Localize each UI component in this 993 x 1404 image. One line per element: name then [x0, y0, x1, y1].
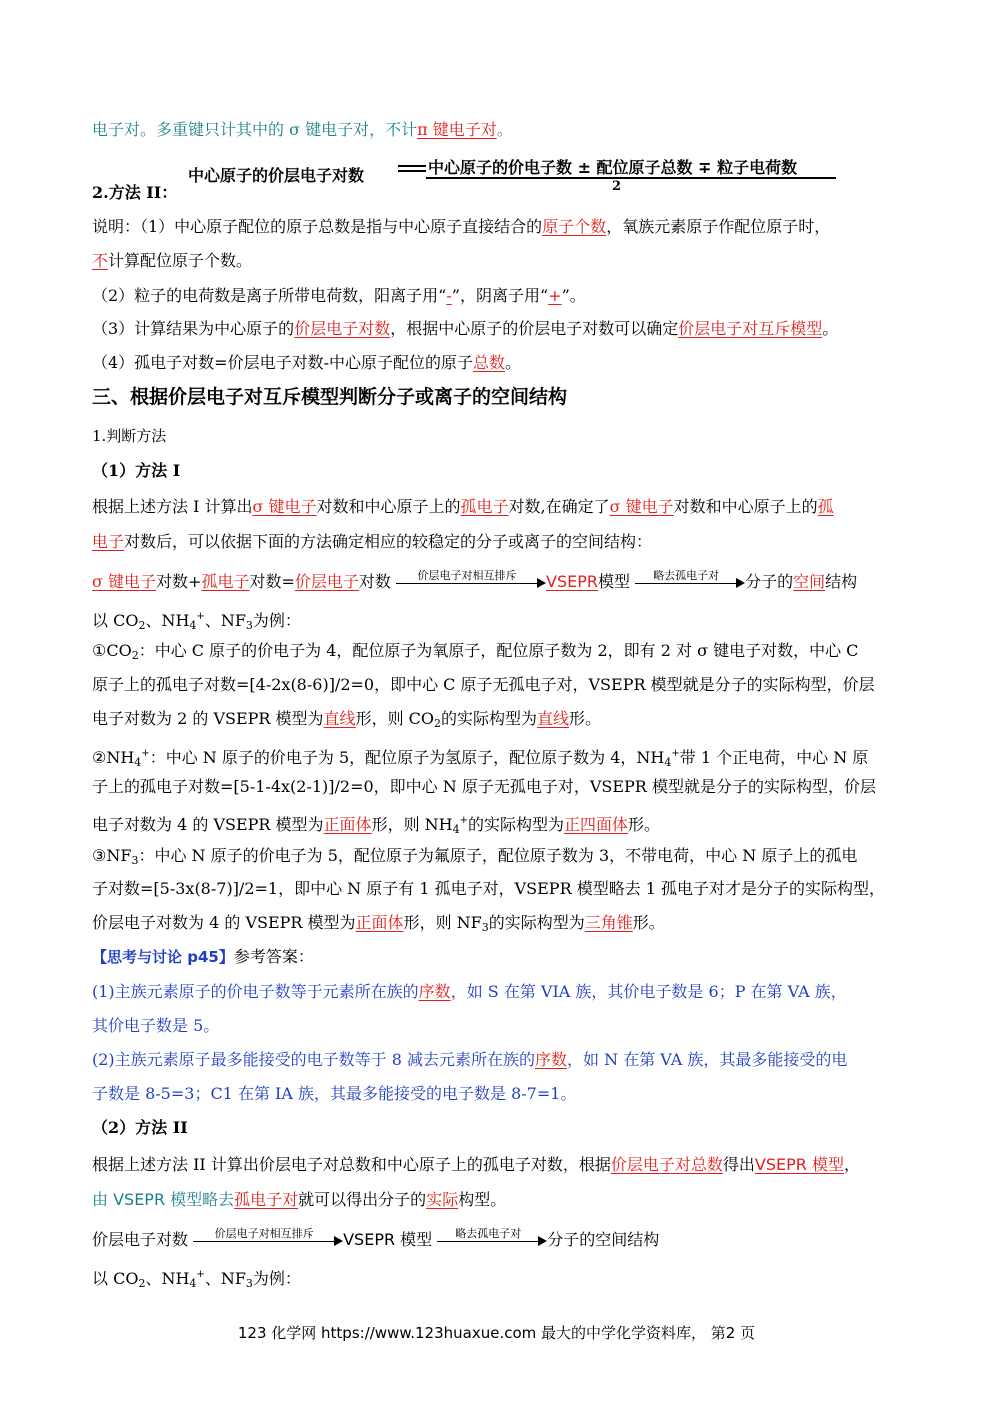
text: ”，阴离子用“ — [451, 286, 549, 305]
example-intro-2: 以 $CO_2$、$NH_4^+$、$NF_3$为例： — [92, 1269, 301, 1290]
highlight-text: 正面体 — [323, 815, 372, 834]
section-heading: 三、根据价层电子对互斥模型判断分子或离子的空间结构 — [92, 386, 568, 408]
formula-denominator: 2 — [612, 179, 622, 194]
highlight-text: 序数 — [535, 1050, 568, 1069]
paragraph-line — [92, 119, 907, 141]
text: 。 — [505, 353, 522, 372]
highlight-text: VSEPR — [546, 572, 598, 591]
nf3-line-2: 子对数=[5-3x(8-7)]/2=1，即中心 N 原子有 1 孤电子对，VSEPR 模型略去 1 孤电子对才是分子的实际构型， — [92, 879, 886, 898]
highlight-text: π 键电子对 — [417, 120, 497, 139]
text: 对数 — [358, 572, 391, 591]
nh4-line-3: 电子对数为 4 的 VSEPR 模型为正面体形，则 $NH_4^+$的实际构型为正四面体形。 — [92, 815, 661, 836]
highlight-text: 孤电子对 — [234, 1190, 299, 1209]
equals-sign — [398, 165, 426, 172]
judge-heading: 1.判断方法 — [92, 427, 167, 445]
paragraph-2: 根据上述方法 II 计算出价层电子对总数和中心原子上的孤电子对数，根据价层电子对总数得出VSEPR 模型， — [92, 1155, 860, 1174]
text: ”。 — [561, 286, 586, 305]
text: 。 — [822, 319, 839, 338]
formula-lhs: 中心原子的价层电子对数 — [188, 166, 365, 185]
text: 分子的 — [745, 572, 794, 591]
highlight-text: 直线 — [537, 709, 570, 728]
nf3-line-3: 价层电子对数为 4 的 VSEPR 模型为正面体形，则 $NF_3$的实际构型为三角锥形。 — [92, 913, 665, 934]
example-intro: 以 $CO_2$、$NH_4^+$、$NF_3$为例： — [92, 611, 301, 632]
arrow-label: 价层电子对相互排斥 — [214, 1227, 314, 1240]
text: （4）孤电子对数=价层电子对数-中心原子配位的原子 — [92, 353, 473, 372]
method-2-heading: 2.方法 II： — [92, 183, 178, 202]
highlight-text: 总数 — [473, 353, 506, 372]
note-3 — [92, 318, 907, 340]
text: 电子对。多重键只计其中的 σ 键电子对，不计 — [92, 120, 418, 139]
text: （2）粒子的电荷数是离子所带电荷数，阳离子用“ — [92, 286, 447, 305]
co2-line-2: 原子上的孤电子对数=[4-2x(8-6)]/2=0，即中心 C 原子无孤电子对，VSEPR 模型就是分子的实际构型，价层 — [92, 675, 875, 694]
text: （3）计算结果为中心原子的 — [92, 319, 295, 338]
highlight-text: 实际 — [426, 1190, 459, 1209]
flow-1 — [92, 571, 907, 593]
highlight-text: 价层电子 — [294, 572, 359, 591]
answer-1-cont: 其价电子数是 5。 — [92, 1016, 220, 1035]
paragraph-1 — [92, 496, 907, 518]
highlight-text: 孤电子 — [201, 572, 250, 591]
highlight-text: 序数 — [418, 982, 451, 1001]
right-arrow-icon — [396, 571, 546, 593]
text: ，氧族元素原子作配位原子时， — [606, 217, 831, 236]
arrow-label: 价层电子对相互排斥 — [417, 569, 517, 582]
page-footer: 123 化学网 https://www.123huaxue.com 最大的中学化学资料库， 第2 页 — [237, 1324, 756, 1342]
highlight-text: 孤电子 — [460, 497, 509, 516]
note-4 — [92, 352, 907, 374]
right-arrow-icon — [437, 1229, 547, 1251]
highlight-text: 原子个数 — [542, 217, 607, 236]
highlight-text: 正面体 — [355, 913, 404, 932]
note-2 — [92, 285, 907, 307]
text: 说明：（1）中心原子配位的原子总数是指与中心原子直接结合的 — [92, 217, 543, 236]
highlight-text: 价层电子对互斥模型 — [678, 319, 823, 338]
highlight-text: 三角锥 — [584, 913, 633, 932]
text: 对数+ — [156, 572, 202, 591]
method-2-subheading: （2）方法 II — [92, 1118, 188, 1137]
note-1-cont — [92, 250, 907, 272]
highlight-text: 电子 — [92, 532, 125, 551]
arrow-label: 略去孤电子对 — [455, 1227, 522, 1240]
think-discuss: 【思考与讨论 p45】参考答案： — [92, 947, 314, 966]
answer-2: (2)主族元素原子最多能接受的电子数等于 8 减去元素所在族的序数，如 N 在第 VA 族，其最多能接受的电 — [92, 1050, 848, 1069]
method-1-heading: （1）方法 I — [92, 461, 181, 480]
highlight-text: VSEPR 模型 — [754, 1155, 844, 1174]
text: 。 — [496, 120, 513, 139]
right-arrow-icon — [635, 571, 745, 593]
text: 对数后，可以依据下面的方法确定相应的较稳定的分子或离子的空间结构： — [124, 532, 653, 551]
fraction-bar — [426, 177, 836, 179]
text: 模型 — [597, 572, 630, 591]
text: 对数和中心原子上的 — [316, 497, 461, 516]
nh4-line-1: $②NH_4^+$：中心 N 原子的价电子为 5，配位原子为氢原子，配位原子数为 4，$NH_4^+$带 1 个正电荷，中心 N 原 — [92, 748, 869, 769]
nh4-line-2: 子上的孤电子对数=[5-1-4x(2-1)]/2=0，即中心 N 原子无孤电子对，VSEPR 模型就是分子的实际构型，价层 — [92, 777, 876, 796]
highlight-text: 不 — [92, 251, 109, 270]
paragraph-1-cont — [92, 531, 907, 553]
highlight-text: 孤 — [817, 497, 834, 516]
highlight-text: - — [446, 286, 452, 305]
nf3-line-1: $③NF_3$：中心 N 原子的价电子为 5，配位原子为氟原子，配位原子数为 3，不带电荷，中心 N 原子上的孤电 — [92, 846, 858, 867]
highlight-text: 空间 — [793, 572, 826, 591]
highlight-text: σ 键电子 — [609, 497, 674, 516]
text: ，根据中心原子的价层电子对数可以确定 — [390, 319, 679, 338]
highlight-text: 正四面体 — [564, 815, 629, 834]
text: 计算配位原子个数。 — [108, 251, 253, 270]
right-arrow-icon — [193, 1229, 343, 1251]
co2-line-3: 电子对数为 2 的 VSEPR 模型为直线形，则 $CO_2$的实际构型为直线形。 — [92, 709, 602, 730]
text: 对数,在确定了 — [508, 497, 610, 516]
arrow-label: 略去孤电子对 — [653, 569, 720, 582]
answer-1: (1)主族元素原子的价电子数等于元素所在族的序数，如 S 在第 VIA 族，其价电子数是 6；P 在第 VA 族， — [92, 982, 847, 1001]
flow-2: 价层电子对数 价层电子对相互排斥 VSEPR 模型 略去孤电子对 分子的空间结构 — [92, 1229, 907, 1251]
highlight-text: 价层电子对数 — [294, 319, 391, 338]
paragraph-2-cont: 由 VSEPR 模型略去孤电子对就可以得出分子的实际构型。 — [92, 1190, 507, 1209]
text: 根据上述方法 I 计算出 — [92, 497, 253, 516]
highlight-text: 价层电子对总数 — [610, 1155, 723, 1174]
highlight-text: + — [548, 286, 562, 305]
highlight-text: σ 键电子 — [252, 497, 317, 516]
answer-2-cont: 子数是 8-5=3；C1 在第 IA 族，其最多能接受的电子数是 8-7=1。 — [92, 1084, 577, 1103]
think-label: 【思考与讨论 p45】 — [92, 948, 234, 966]
highlight-text: 直线 — [323, 709, 356, 728]
text: 结构 — [825, 572, 858, 591]
text: 对数= — [249, 572, 295, 591]
co2-line-1: $①CO_2$：中心 C 原子的价电子为 4，配位原子为氧原子，配位原子数为 2，即有 2 对 σ 键电子对数，中心 C — [92, 641, 859, 662]
formula-numerator: 中心原子的价电子数 ± 配位原子总数 ∓ 粒子电荷数 — [428, 158, 798, 177]
highlight-text: σ 键电子 — [92, 572, 157, 591]
text: 对数和中心原子上的 — [673, 497, 818, 516]
note-1 — [92, 216, 907, 238]
